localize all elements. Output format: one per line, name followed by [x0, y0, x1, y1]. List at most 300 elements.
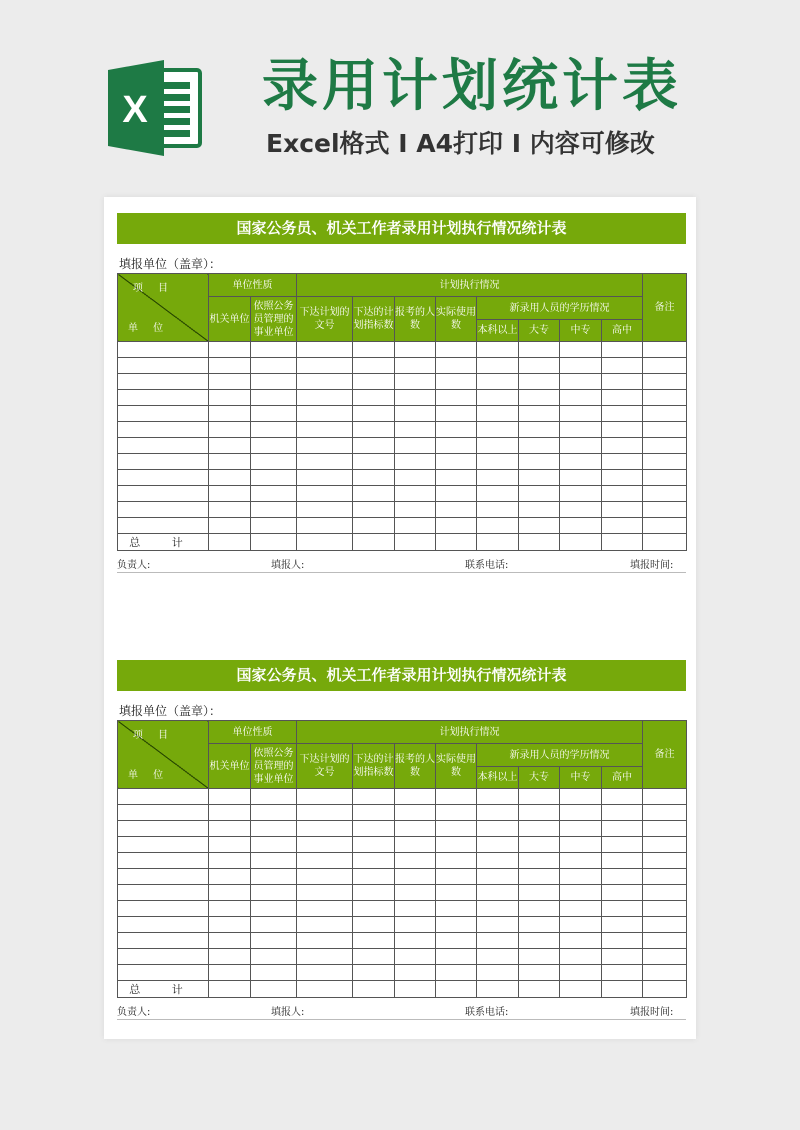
table-cell[interactable] [118, 342, 209, 358]
table-cell[interactable] [353, 438, 395, 454]
table-cell[interactable] [297, 518, 353, 534]
table-cell[interactable] [602, 390, 643, 406]
table-cell[interactable] [560, 502, 602, 518]
table-cell[interactable] [297, 502, 353, 518]
table-cell[interactable] [118, 406, 209, 422]
table-cell[interactable] [519, 821, 560, 837]
table-cell[interactable] [643, 965, 687, 981]
table-cell[interactable] [643, 885, 687, 901]
table-cell[interactable] [251, 981, 297, 998]
table-cell[interactable] [353, 981, 395, 998]
table-cell[interactable] [353, 406, 395, 422]
table-cell[interactable] [519, 358, 560, 374]
table-cell[interactable] [643, 390, 687, 406]
table-cell[interactable] [118, 438, 209, 454]
table-cell[interactable] [602, 374, 643, 390]
table-cell[interactable] [602, 981, 643, 998]
table-cell[interactable] [560, 454, 602, 470]
table-cell[interactable] [436, 981, 477, 998]
table-cell[interactable] [251, 518, 297, 534]
table-cell[interactable] [209, 406, 251, 422]
table-cell[interactable] [395, 965, 436, 981]
table-cell[interactable] [251, 949, 297, 965]
table-cell[interactable] [251, 502, 297, 518]
table-cell[interactable] [602, 853, 643, 869]
table-cell[interactable] [477, 406, 519, 422]
table-cell[interactable] [560, 374, 602, 390]
table-cell[interactable] [436, 502, 477, 518]
table-cell[interactable] [297, 901, 353, 917]
table-cell[interactable] [251, 901, 297, 917]
table-cell[interactable] [477, 901, 519, 917]
table-cell[interactable] [602, 901, 643, 917]
table-cell[interactable] [395, 789, 436, 805]
table-cell[interactable] [560, 358, 602, 374]
table-cell[interactable] [395, 454, 436, 470]
table-cell[interactable] [297, 837, 353, 853]
table-cell[interactable] [118, 949, 209, 965]
table-cell[interactable] [209, 917, 251, 933]
table-cell[interactable] [602, 933, 643, 949]
table-cell[interactable] [519, 438, 560, 454]
table-cell[interactable] [477, 534, 519, 551]
table-cell[interactable] [353, 454, 395, 470]
table-cell[interactable] [353, 885, 395, 901]
table-cell[interactable] [395, 342, 436, 358]
table-cell[interactable] [297, 406, 353, 422]
table-cell[interactable] [477, 981, 519, 998]
table-cell[interactable] [602, 502, 643, 518]
table-cell[interactable] [251, 885, 297, 901]
table-cell[interactable] [297, 438, 353, 454]
table-cell[interactable] [560, 406, 602, 422]
table-cell[interactable] [118, 869, 209, 885]
table-cell[interactable] [395, 933, 436, 949]
table-cell[interactable] [353, 789, 395, 805]
table-cell[interactable] [251, 342, 297, 358]
table-cell[interactable] [643, 518, 687, 534]
table-cell[interactable] [353, 901, 395, 917]
table-cell[interactable] [477, 358, 519, 374]
table-cell[interactable] [477, 390, 519, 406]
table-cell[interactable] [477, 502, 519, 518]
table-cell[interactable] [353, 933, 395, 949]
table-cell[interactable] [436, 374, 477, 390]
table-cell[interactable] [118, 901, 209, 917]
table-cell[interactable] [395, 390, 436, 406]
table-cell[interactable] [436, 885, 477, 901]
table-cell[interactable] [209, 470, 251, 486]
table-cell[interactable] [436, 837, 477, 853]
table-cell[interactable] [436, 422, 477, 438]
table-cell[interactable] [353, 805, 395, 821]
table-cell[interactable] [602, 438, 643, 454]
table-cell[interactable] [436, 518, 477, 534]
table-cell[interactable] [395, 534, 436, 551]
table-cell[interactable] [209, 358, 251, 374]
table-cell[interactable] [643, 853, 687, 869]
table-cell[interactable] [477, 885, 519, 901]
table-cell[interactable] [118, 518, 209, 534]
table-cell[interactable] [602, 470, 643, 486]
table-cell[interactable] [560, 805, 602, 821]
table-cell[interactable] [519, 518, 560, 534]
table-cell[interactable] [395, 901, 436, 917]
table-cell[interactable] [643, 821, 687, 837]
table-cell[interactable] [560, 342, 602, 358]
table-cell[interactable] [560, 837, 602, 853]
table-cell[interactable] [297, 885, 353, 901]
table-cell[interactable] [519, 981, 560, 998]
table-cell[interactable] [560, 789, 602, 805]
table-cell[interactable] [560, 965, 602, 981]
table-cell[interactable] [118, 965, 209, 981]
table-cell[interactable] [353, 374, 395, 390]
table-cell[interactable] [436, 853, 477, 869]
table-cell[interactable] [395, 853, 436, 869]
table-cell[interactable] [477, 470, 519, 486]
table-cell[interactable] [118, 853, 209, 869]
table-cell[interactable] [251, 470, 297, 486]
table-cell[interactable] [297, 486, 353, 502]
table-cell[interactable] [519, 374, 560, 390]
table-cell[interactable] [297, 358, 353, 374]
table-cell[interactable] [297, 869, 353, 885]
table-cell[interactable] [251, 933, 297, 949]
table-cell[interactable] [643, 422, 687, 438]
table-cell[interactable] [643, 901, 687, 917]
table-cell[interactable] [118, 470, 209, 486]
table-cell[interactable] [602, 789, 643, 805]
table-cell[interactable] [602, 805, 643, 821]
table-cell[interactable] [209, 821, 251, 837]
table-cell[interactable] [209, 837, 251, 853]
table-cell[interactable] [436, 406, 477, 422]
table-cell[interactable] [560, 422, 602, 438]
table-cell[interactable] [436, 438, 477, 454]
table-cell[interactable] [643, 837, 687, 853]
table-cell[interactable] [353, 342, 395, 358]
table-cell[interactable] [602, 949, 643, 965]
table-cell[interactable] [297, 390, 353, 406]
table-cell[interactable] [602, 917, 643, 933]
table-cell[interactable] [353, 358, 395, 374]
table-cell[interactable] [519, 789, 560, 805]
table-cell[interactable] [297, 965, 353, 981]
table-cell[interactable] [602, 518, 643, 534]
table-cell[interactable] [118, 917, 209, 933]
table-cell[interactable] [560, 917, 602, 933]
table-cell[interactable] [477, 422, 519, 438]
table-cell[interactable] [643, 374, 687, 390]
table-cell[interactable] [519, 901, 560, 917]
table-cell[interactable] [436, 917, 477, 933]
table-cell[interactable] [395, 885, 436, 901]
table-cell[interactable] [477, 917, 519, 933]
table-cell[interactable] [560, 869, 602, 885]
table-cell[interactable] [209, 502, 251, 518]
table-cell[interactable] [560, 470, 602, 486]
table-cell[interactable] [643, 486, 687, 502]
table-cell[interactable] [602, 965, 643, 981]
table-cell[interactable] [251, 534, 297, 551]
table-cell[interactable] [118, 454, 209, 470]
table-cell[interactable] [118, 422, 209, 438]
table-cell[interactable] [251, 789, 297, 805]
table-cell[interactable] [436, 805, 477, 821]
table-cell[interactable] [209, 933, 251, 949]
table-cell[interactable] [643, 502, 687, 518]
table-cell[interactable] [297, 342, 353, 358]
table-cell[interactable] [395, 917, 436, 933]
table-cell[interactable] [436, 901, 477, 917]
table-cell[interactable] [643, 917, 687, 933]
table-cell[interactable] [643, 534, 687, 551]
table-cell[interactable] [560, 486, 602, 502]
table-cell[interactable] [477, 454, 519, 470]
table-cell[interactable] [519, 454, 560, 470]
table-cell[interactable] [251, 406, 297, 422]
table-cell[interactable] [395, 821, 436, 837]
table-cell[interactable] [251, 917, 297, 933]
table-cell[interactable] [519, 534, 560, 551]
table-cell[interactable] [519, 933, 560, 949]
table-cell[interactable] [297, 789, 353, 805]
table-cell[interactable] [395, 502, 436, 518]
table-cell[interactable] [602, 869, 643, 885]
table-cell[interactable] [297, 534, 353, 551]
table-cell[interactable] [560, 949, 602, 965]
table-cell[interactable] [519, 406, 560, 422]
table-cell[interactable] [251, 853, 297, 869]
table-cell[interactable] [118, 837, 209, 853]
table-cell[interactable] [118, 358, 209, 374]
table-cell[interactable] [251, 374, 297, 390]
table-cell[interactable] [602, 406, 643, 422]
table-cell[interactable] [209, 534, 251, 551]
table-cell[interactable] [209, 422, 251, 438]
table-cell[interactable] [297, 853, 353, 869]
table-cell[interactable] [251, 486, 297, 502]
table-cell[interactable] [395, 837, 436, 853]
table-cell[interactable] [353, 390, 395, 406]
table-cell[interactable] [209, 965, 251, 981]
table-cell[interactable] [519, 949, 560, 965]
table-cell[interactable] [297, 422, 353, 438]
table-cell[interactable] [436, 358, 477, 374]
table-cell[interactable] [297, 949, 353, 965]
table-cell[interactable] [118, 885, 209, 901]
table-cell[interactable] [118, 805, 209, 821]
table-cell[interactable] [643, 949, 687, 965]
table-cell[interactable] [353, 502, 395, 518]
table-cell[interactable] [395, 518, 436, 534]
table-cell[interactable] [436, 454, 477, 470]
table-cell[interactable] [251, 438, 297, 454]
table-cell[interactable] [395, 869, 436, 885]
table-cell[interactable] [209, 789, 251, 805]
table-cell[interactable] [251, 358, 297, 374]
table-cell[interactable] [519, 390, 560, 406]
table-cell[interactable] [251, 422, 297, 438]
table-cell[interactable] [602, 821, 643, 837]
table-cell[interactable] [477, 789, 519, 805]
table-cell[interactable] [519, 805, 560, 821]
table-cell[interactable] [519, 837, 560, 853]
table-cell[interactable] [353, 518, 395, 534]
table-cell[interactable] [477, 949, 519, 965]
table-cell[interactable] [519, 470, 560, 486]
table-cell[interactable] [436, 949, 477, 965]
table-cell[interactable] [353, 422, 395, 438]
table-cell[interactable] [602, 837, 643, 853]
table-cell[interactable] [477, 869, 519, 885]
table-cell[interactable] [118, 821, 209, 837]
table-cell[interactable] [353, 965, 395, 981]
table-cell[interactable] [436, 821, 477, 837]
table-cell[interactable] [602, 422, 643, 438]
table-cell[interactable] [436, 933, 477, 949]
table-cell[interactable] [477, 853, 519, 869]
table-cell[interactable] [118, 486, 209, 502]
table-cell[interactable] [209, 486, 251, 502]
table-cell[interactable] [209, 981, 251, 998]
table-cell[interactable] [477, 374, 519, 390]
table-cell[interactable] [560, 518, 602, 534]
table-cell[interactable] [436, 869, 477, 885]
table-cell[interactable] [353, 837, 395, 853]
table-cell[interactable] [477, 805, 519, 821]
table-cell[interactable] [395, 486, 436, 502]
table-cell[interactable] [643, 981, 687, 998]
table-cell[interactable] [353, 917, 395, 933]
table-cell[interactable] [209, 949, 251, 965]
table-cell[interactable] [519, 869, 560, 885]
table-cell[interactable] [643, 789, 687, 805]
table-cell[interactable] [209, 901, 251, 917]
table-cell[interactable] [297, 454, 353, 470]
table-cell[interactable] [251, 454, 297, 470]
table-cell[interactable] [297, 933, 353, 949]
table-cell[interactable] [395, 805, 436, 821]
table-cell[interactable] [436, 342, 477, 358]
table-cell[interactable] [477, 438, 519, 454]
table-cell[interactable] [560, 821, 602, 837]
table-cell[interactable] [395, 358, 436, 374]
table-cell[interactable] [395, 422, 436, 438]
table-cell[interactable] [643, 342, 687, 358]
table-cell[interactable] [643, 869, 687, 885]
table-cell[interactable] [436, 789, 477, 805]
table-cell[interactable] [519, 486, 560, 502]
table-cell[interactable] [477, 837, 519, 853]
table-cell[interactable] [560, 885, 602, 901]
table-cell[interactable] [519, 917, 560, 933]
table-cell[interactable] [251, 805, 297, 821]
table-cell[interactable] [395, 438, 436, 454]
table-cell[interactable] [477, 518, 519, 534]
table-cell[interactable] [297, 470, 353, 486]
table-cell[interactable] [560, 390, 602, 406]
table-cell[interactable] [602, 486, 643, 502]
table-cell[interactable] [209, 805, 251, 821]
table-cell[interactable] [353, 534, 395, 551]
table-cell[interactable] [118, 502, 209, 518]
table-cell[interactable] [519, 885, 560, 901]
table-cell[interactable] [643, 454, 687, 470]
table-cell[interactable] [602, 454, 643, 470]
table-cell[interactable] [251, 821, 297, 837]
table-cell[interactable] [209, 885, 251, 901]
table-cell[interactable] [251, 965, 297, 981]
table-cell[interactable] [477, 821, 519, 837]
table-cell[interactable] [209, 342, 251, 358]
table-cell[interactable] [118, 789, 209, 805]
table-cell[interactable] [519, 965, 560, 981]
table-cell[interactable] [643, 805, 687, 821]
table-cell[interactable] [209, 853, 251, 869]
table-cell[interactable] [560, 534, 602, 551]
table-cell[interactable] [436, 486, 477, 502]
table-cell[interactable] [477, 933, 519, 949]
table-cell[interactable] [643, 406, 687, 422]
table-cell[interactable] [643, 438, 687, 454]
table-cell[interactable] [560, 933, 602, 949]
table-cell[interactable] [395, 470, 436, 486]
table-cell[interactable] [297, 821, 353, 837]
table-cell[interactable] [297, 805, 353, 821]
table-cell[interactable] [353, 821, 395, 837]
table-cell[interactable] [519, 853, 560, 869]
table-cell[interactable] [251, 869, 297, 885]
table-cell[interactable] [118, 374, 209, 390]
table-cell[interactable] [560, 901, 602, 917]
table-cell[interactable] [297, 981, 353, 998]
table-cell[interactable] [353, 853, 395, 869]
table-cell[interactable] [251, 390, 297, 406]
table-cell[interactable] [118, 933, 209, 949]
table-cell[interactable] [209, 518, 251, 534]
table-cell[interactable] [297, 917, 353, 933]
table-cell[interactable] [436, 534, 477, 551]
table-cell[interactable] [602, 885, 643, 901]
table-cell[interactable] [353, 869, 395, 885]
table-cell[interactable] [118, 390, 209, 406]
table-cell[interactable] [519, 502, 560, 518]
table-cell[interactable] [519, 342, 560, 358]
table-cell[interactable] [602, 534, 643, 551]
table-cell[interactable] [602, 342, 643, 358]
table-cell[interactable] [297, 374, 353, 390]
table-cell[interactable] [436, 470, 477, 486]
table-cell[interactable] [477, 965, 519, 981]
table-cell[interactable] [519, 422, 560, 438]
table-cell[interactable] [602, 358, 643, 374]
table-cell[interactable] [353, 470, 395, 486]
table-cell[interactable] [209, 374, 251, 390]
table-cell[interactable] [560, 981, 602, 998]
table-cell[interactable] [560, 853, 602, 869]
table-cell[interactable] [477, 486, 519, 502]
table-cell[interactable] [209, 390, 251, 406]
table-cell[interactable] [643, 933, 687, 949]
table-cell[interactable] [395, 981, 436, 998]
table-cell[interactable] [560, 438, 602, 454]
table-cell[interactable] [209, 438, 251, 454]
table-cell[interactable] [251, 837, 297, 853]
table-cell[interactable] [436, 390, 477, 406]
table-cell[interactable] [643, 358, 687, 374]
